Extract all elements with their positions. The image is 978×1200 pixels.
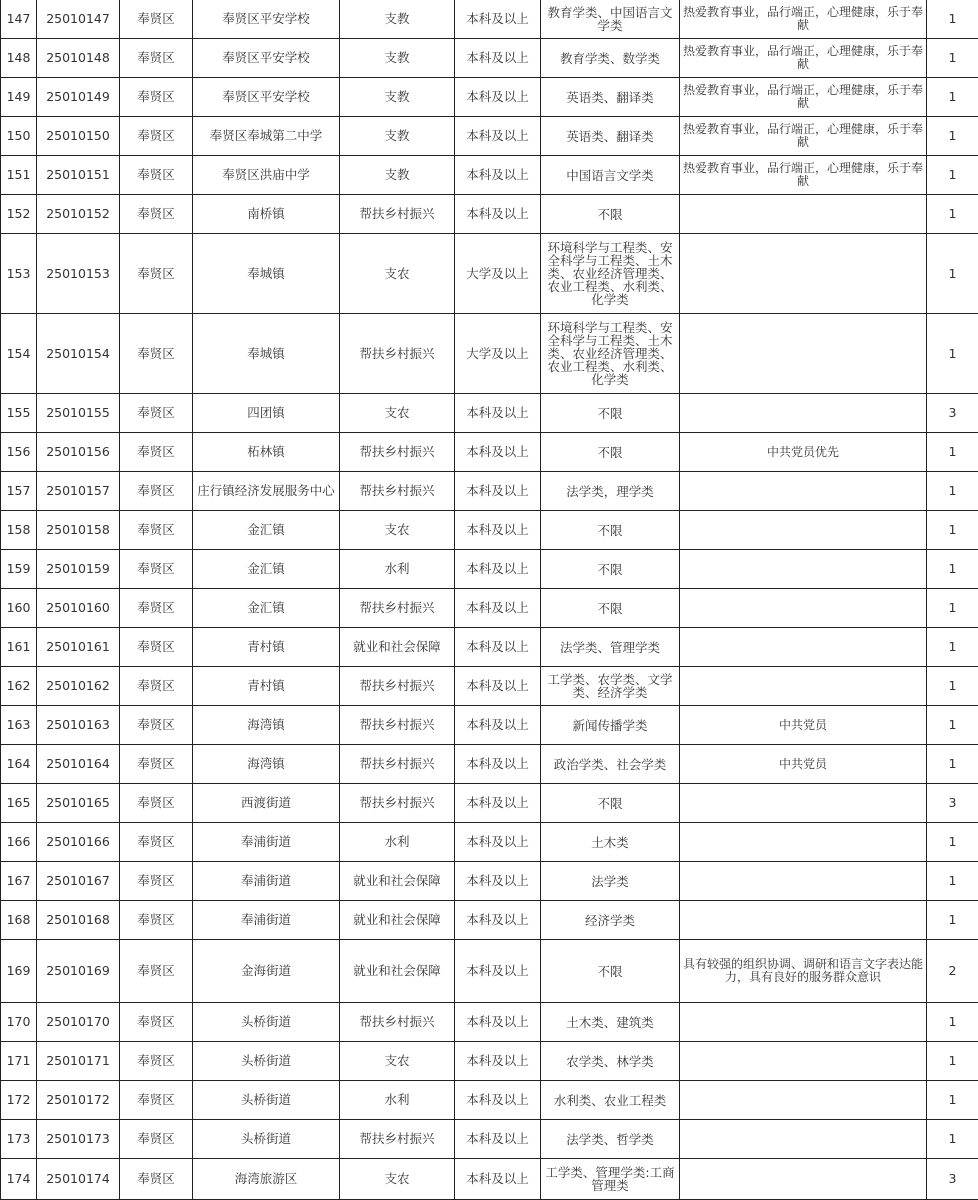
count-cell: 1: [927, 745, 978, 784]
education-cell: 本科及以上: [455, 1081, 541, 1120]
count-cell: 1: [927, 314, 978, 394]
row-number-cell: 166: [1, 823, 37, 862]
major-cell: 不限: [541, 784, 680, 823]
position-code-cell: 25010156: [37, 433, 120, 472]
major-cell: 法学类、管理学类: [541, 628, 680, 667]
row-number-cell: 150: [1, 117, 37, 156]
row-number-cell: 168: [1, 901, 37, 940]
district-cell: 奉贤区: [120, 823, 193, 862]
district-cell: 奉贤区: [120, 628, 193, 667]
post-type-cell: 支农: [340, 1042, 455, 1081]
unit-cell: 南桥镇: [193, 195, 340, 234]
district-cell: 奉贤区: [120, 589, 193, 628]
table-row: [1, 0, 978, 39]
position-code-cell: 25010148: [37, 39, 120, 78]
post-type-cell: 帮扶乡村振兴: [340, 314, 455, 394]
major-cell: 英语类、翻译类: [541, 117, 680, 156]
district-cell: 奉贤区: [120, 745, 193, 784]
row-number-cell: 162: [1, 667, 37, 706]
remark-cell: [680, 472, 927, 511]
row-number-cell: 174: [1, 1159, 37, 1200]
major-cell: 法学类: [541, 862, 680, 901]
major-cell: 不限: [541, 195, 680, 234]
count-cell: 1: [927, 628, 978, 667]
remark-cell: [680, 628, 927, 667]
table-row: [1, 667, 978, 706]
district-cell: 奉贤区: [120, 1159, 193, 1200]
unit-cell: 金汇镇: [193, 511, 340, 550]
district-cell: 奉贤区: [120, 511, 193, 550]
remark-cell: [680, 823, 927, 862]
education-cell: 本科及以上: [455, 433, 541, 472]
table-row: [1, 234, 978, 314]
position-code-cell: 25010165: [37, 784, 120, 823]
major-cell: 工学类、农学类、文学类、经济学类: [541, 667, 680, 706]
row-number-cell: 173: [1, 1120, 37, 1159]
major-cell: 环境科学与工程类、安全科学与工程类、土木类、农业经济管理类、农业工程类、水利类、化学类: [541, 314, 680, 394]
unit-cell: 四团镇: [193, 394, 340, 433]
row-number-cell: 161: [1, 628, 37, 667]
education-cell: 本科及以上: [455, 39, 541, 78]
remark-cell: [680, 901, 927, 940]
count-cell: 1: [927, 511, 978, 550]
table-row: [1, 39, 978, 78]
post-type-cell: 支教: [340, 78, 455, 117]
count-cell: 1: [927, 589, 978, 628]
row-number-cell: 163: [1, 706, 37, 745]
district-cell: 奉贤区: [120, 39, 193, 78]
major-cell: 不限: [541, 511, 680, 550]
education-cell: 本科及以上: [455, 195, 541, 234]
row-number-cell: 156: [1, 433, 37, 472]
table-row: [1, 1120, 978, 1159]
position-code-cell: 25010149: [37, 78, 120, 117]
table-body: [1, 0, 978, 1200]
district-cell: 奉贤区: [120, 550, 193, 589]
district-cell: 奉贤区: [120, 433, 193, 472]
row-number-cell: 169: [1, 940, 37, 1003]
count-cell: 1: [927, 1003, 978, 1042]
district-cell: 奉贤区: [120, 940, 193, 1003]
major-cell: 不限: [541, 940, 680, 1003]
position-code-cell: 25010168: [37, 901, 120, 940]
count-cell: 1: [927, 234, 978, 314]
table-row: [1, 314, 978, 394]
table-row: [1, 589, 978, 628]
row-number-cell: 164: [1, 745, 37, 784]
count-cell: 1: [927, 823, 978, 862]
count-cell: 1: [927, 472, 978, 511]
remark-cell: [680, 1042, 927, 1081]
table-row: [1, 550, 978, 589]
district-cell: 奉贤区: [120, 0, 193, 39]
remark-cell: [680, 862, 927, 901]
major-cell: 法学类，理学类: [541, 472, 680, 511]
unit-cell: 金汇镇: [193, 589, 340, 628]
education-cell: 本科及以上: [455, 78, 541, 117]
district-cell: 奉贤区: [120, 1042, 193, 1081]
count-cell: 1: [927, 550, 978, 589]
unit-cell: 青村镇: [193, 628, 340, 667]
education-cell: 本科及以上: [455, 862, 541, 901]
count-cell: 1: [927, 78, 978, 117]
district-cell: 奉贤区: [120, 706, 193, 745]
remark-cell: 具有较强的组织协调、调研和语言文字表达能力，具有良好的服务群众意识: [680, 940, 927, 1003]
position-code-cell: 25010158: [37, 511, 120, 550]
table-row: [1, 706, 978, 745]
unit-cell: 奉浦街道: [193, 862, 340, 901]
position-code-cell: 25010166: [37, 823, 120, 862]
major-cell: 土木类、建筑类: [541, 1003, 680, 1042]
position-code-cell: 25010152: [37, 195, 120, 234]
post-type-cell: 支农: [340, 511, 455, 550]
remark-cell: [680, 1081, 927, 1120]
remark-cell: [680, 234, 927, 314]
education-cell: 大学及以上: [455, 314, 541, 394]
post-type-cell: 帮扶乡村振兴: [340, 1120, 455, 1159]
district-cell: 奉贤区: [120, 667, 193, 706]
position-code-cell: 25010159: [37, 550, 120, 589]
remark-cell: [680, 589, 927, 628]
post-type-cell: 水利: [340, 550, 455, 589]
row-number-cell: 153: [1, 234, 37, 314]
post-type-cell: 帮扶乡村振兴: [340, 433, 455, 472]
table-row: [1, 1081, 978, 1120]
table-row: [1, 156, 978, 195]
unit-cell: 奉贤区洪庙中学: [193, 156, 340, 195]
remark-cell: 中共党员: [680, 706, 927, 745]
post-type-cell: 就业和社会保障: [340, 862, 455, 901]
major-cell: 政治学类、社会学类: [541, 745, 680, 784]
table-row: [1, 117, 978, 156]
remark-cell: [680, 550, 927, 589]
table-row: [1, 433, 978, 472]
unit-cell: 庄行镇经济发展服务中心: [193, 472, 340, 511]
position-code-cell: 25010153: [37, 234, 120, 314]
district-cell: 奉贤区: [120, 784, 193, 823]
unit-cell: 头桥街道: [193, 1081, 340, 1120]
post-type-cell: 帮扶乡村振兴: [340, 784, 455, 823]
post-type-cell: 帮扶乡村振兴: [340, 745, 455, 784]
count-cell: 2: [927, 940, 978, 1003]
education-cell: 本科及以上: [455, 901, 541, 940]
education-cell: 本科及以上: [455, 550, 541, 589]
district-cell: 奉贤区: [120, 78, 193, 117]
row-number-cell: 154: [1, 314, 37, 394]
unit-cell: 奉浦街道: [193, 901, 340, 940]
education-cell: 本科及以上: [455, 745, 541, 784]
education-cell: 本科及以上: [455, 511, 541, 550]
education-cell: 本科及以上: [455, 1159, 541, 1200]
unit-cell: 奉浦街道: [193, 823, 340, 862]
row-number-cell: 167: [1, 862, 37, 901]
education-cell: 本科及以上: [455, 706, 541, 745]
remark-cell: [680, 1120, 927, 1159]
position-code-cell: 25010157: [37, 472, 120, 511]
table-row: [1, 394, 978, 433]
post-type-cell: 帮扶乡村振兴: [340, 472, 455, 511]
row-number-cell: 157: [1, 472, 37, 511]
remark-cell: 中共党员: [680, 745, 927, 784]
major-cell: 经济学类: [541, 901, 680, 940]
unit-cell: 奉贤区奉城第二中学: [193, 117, 340, 156]
row-number-cell: 149: [1, 78, 37, 117]
unit-cell: 奉贤区平安学校: [193, 0, 340, 39]
major-cell: 农学类、林学类: [541, 1042, 680, 1081]
education-cell: 本科及以上: [455, 1042, 541, 1081]
post-type-cell: 就业和社会保障: [340, 940, 455, 1003]
position-code-cell: 25010174: [37, 1159, 120, 1200]
post-type-cell: 支教: [340, 0, 455, 39]
position-code-cell: 25010150: [37, 117, 120, 156]
count-cell: 1: [927, 1120, 978, 1159]
unit-cell: 海湾镇: [193, 706, 340, 745]
position-code-cell: 25010173: [37, 1120, 120, 1159]
education-cell: 本科及以上: [455, 472, 541, 511]
post-type-cell: 就业和社会保障: [340, 628, 455, 667]
row-number-cell: 165: [1, 784, 37, 823]
remark-cell: [680, 784, 927, 823]
unit-cell: 头桥街道: [193, 1120, 340, 1159]
district-cell: 奉贤区: [120, 314, 193, 394]
unit-cell: 西渡街道: [193, 784, 340, 823]
table-row: [1, 511, 978, 550]
unit-cell: 柘林镇: [193, 433, 340, 472]
position-code-cell: 25010171: [37, 1042, 120, 1081]
post-type-cell: 帮扶乡村振兴: [340, 1003, 455, 1042]
position-code-cell: 25010169: [37, 940, 120, 1003]
position-code-cell: 25010161: [37, 628, 120, 667]
count-cell: 1: [927, 706, 978, 745]
major-cell: 中国语言文学类: [541, 156, 680, 195]
table-row: [1, 628, 978, 667]
district-cell: 奉贤区: [120, 1120, 193, 1159]
position-code-cell: 25010151: [37, 156, 120, 195]
education-cell: 本科及以上: [455, 1003, 541, 1042]
table-row: [1, 823, 978, 862]
education-cell: 大学及以上: [455, 234, 541, 314]
remark-cell: 热爱教育事业，品行端正，心理健康，乐于奉献: [680, 39, 927, 78]
unit-cell: 奉城镇: [193, 314, 340, 394]
table-row: [1, 1003, 978, 1042]
education-cell: 本科及以上: [455, 823, 541, 862]
position-code-cell: 25010147: [37, 0, 120, 39]
education-cell: 本科及以上: [455, 667, 541, 706]
remark-cell: 热爱教育事业，品行端正，心理健康，乐于奉献: [680, 78, 927, 117]
education-cell: 本科及以上: [455, 117, 541, 156]
district-cell: 奉贤区: [120, 1081, 193, 1120]
row-number-cell: 172: [1, 1081, 37, 1120]
count-cell: 1: [927, 433, 978, 472]
major-cell: 英语类、翻译类: [541, 78, 680, 117]
remark-cell: [680, 667, 927, 706]
post-type-cell: 支教: [340, 156, 455, 195]
table-row: [1, 1042, 978, 1081]
unit-cell: 奉贤区平安学校: [193, 78, 340, 117]
unit-cell: 金海街道: [193, 940, 340, 1003]
remark-cell: 热爱教育事业，品行端正，心理健康，乐于奉献: [680, 156, 927, 195]
row-number-cell: 158: [1, 511, 37, 550]
position-code-cell: 25010155: [37, 394, 120, 433]
remark-cell: 热爱教育事业，品行端正，心理健康，乐于奉献: [680, 0, 927, 39]
district-cell: 奉贤区: [120, 234, 193, 314]
table-row: [1, 862, 978, 901]
position-code-cell: 25010164: [37, 745, 120, 784]
major-cell: 新闻传播学类: [541, 706, 680, 745]
education-cell: 本科及以上: [455, 628, 541, 667]
post-type-cell: 帮扶乡村振兴: [340, 706, 455, 745]
district-cell: 奉贤区: [120, 862, 193, 901]
education-cell: 本科及以上: [455, 589, 541, 628]
unit-cell: 海湾旅游区: [193, 1159, 340, 1200]
post-type-cell: 帮扶乡村振兴: [340, 589, 455, 628]
post-type-cell: 支农: [340, 1159, 455, 1200]
count-cell: 1: [927, 667, 978, 706]
row-number-cell: 171: [1, 1042, 37, 1081]
post-type-cell: 水利: [340, 1081, 455, 1120]
row-number-cell: 159: [1, 550, 37, 589]
row-number-cell: 155: [1, 394, 37, 433]
major-cell: 不限: [541, 394, 680, 433]
major-cell: 不限: [541, 589, 680, 628]
unit-cell: 海湾镇: [193, 745, 340, 784]
table-row: [1, 901, 978, 940]
position-code-cell: 25010170: [37, 1003, 120, 1042]
remark-cell: 中共党员优先: [680, 433, 927, 472]
count-cell: 1: [927, 39, 978, 78]
remark-cell: [680, 195, 927, 234]
row-number-cell: 152: [1, 195, 37, 234]
major-cell: 不限: [541, 550, 680, 589]
table-row: [1, 472, 978, 511]
count-cell: 1: [927, 0, 978, 39]
count-cell: 1: [927, 901, 978, 940]
major-cell: 法学类、哲学类: [541, 1120, 680, 1159]
major-cell: 教育学类、中国语言文学类: [541, 0, 680, 39]
post-type-cell: 支教: [340, 39, 455, 78]
table-row: [1, 78, 978, 117]
position-code-cell: 25010172: [37, 1081, 120, 1120]
position-code-cell: 25010162: [37, 667, 120, 706]
district-cell: 奉贤区: [120, 156, 193, 195]
education-cell: 本科及以上: [455, 940, 541, 1003]
district-cell: 奉贤区: [120, 117, 193, 156]
row-number-cell: 148: [1, 39, 37, 78]
row-number-cell: 170: [1, 1003, 37, 1042]
remark-cell: [680, 511, 927, 550]
post-type-cell: 水利: [340, 823, 455, 862]
post-type-cell: 就业和社会保障: [340, 901, 455, 940]
count-cell: 3: [927, 1159, 978, 1200]
row-number-cell: 160: [1, 589, 37, 628]
table-row: [1, 1159, 978, 1200]
unit-cell: 头桥街道: [193, 1003, 340, 1042]
unit-cell: 金汇镇: [193, 550, 340, 589]
unit-cell: 奉城镇: [193, 234, 340, 314]
table-row: [1, 745, 978, 784]
unit-cell: 青村镇: [193, 667, 340, 706]
count-cell: 1: [927, 117, 978, 156]
table-row: [1, 940, 978, 1003]
district-cell: 奉贤区: [120, 1003, 193, 1042]
count-cell: 3: [927, 394, 978, 433]
table-row: [1, 195, 978, 234]
education-cell: 本科及以上: [455, 394, 541, 433]
district-cell: 奉贤区: [120, 901, 193, 940]
education-cell: 本科及以上: [455, 784, 541, 823]
table-row: [1, 784, 978, 823]
remark-cell: 热爱教育事业，品行端正，心理健康，乐于奉献: [680, 117, 927, 156]
count-cell: 1: [927, 1042, 978, 1081]
unit-cell: 奉贤区平安学校: [193, 39, 340, 78]
post-type-cell: 支农: [340, 234, 455, 314]
remark-cell: [680, 1003, 927, 1042]
post-type-cell: 支教: [340, 117, 455, 156]
count-cell: 1: [927, 156, 978, 195]
position-code-cell: 25010167: [37, 862, 120, 901]
major-cell: 教育学类、数学类: [541, 39, 680, 78]
major-cell: 水利类、农业工程类: [541, 1081, 680, 1120]
remark-cell: [680, 314, 927, 394]
major-cell: 土木类: [541, 823, 680, 862]
position-code-cell: 25010160: [37, 589, 120, 628]
district-cell: 奉贤区: [120, 195, 193, 234]
position-code-cell: 25010154: [37, 314, 120, 394]
row-number-cell: 147: [1, 0, 37, 39]
position-code-cell: 25010163: [37, 706, 120, 745]
education-cell: 本科及以上: [455, 1120, 541, 1159]
district-cell: 奉贤区: [120, 472, 193, 511]
major-cell: 不限: [541, 433, 680, 472]
district-cell: 奉贤区: [120, 394, 193, 433]
education-cell: 本科及以上: [455, 0, 541, 39]
major-cell: 工学类、管理学类:工商管理类: [541, 1159, 680, 1200]
post-type-cell: 帮扶乡村振兴: [340, 195, 455, 234]
count-cell: 1: [927, 862, 978, 901]
count-cell: 1: [927, 1081, 978, 1120]
remark-cell: [680, 394, 927, 433]
count-cell: 3: [927, 784, 978, 823]
count-cell: 1: [927, 195, 978, 234]
post-type-cell: 支农: [340, 394, 455, 433]
education-cell: 本科及以上: [455, 156, 541, 195]
unit-cell: 头桥街道: [193, 1042, 340, 1081]
remark-cell: [680, 1159, 927, 1200]
row-number-cell: 151: [1, 156, 37, 195]
major-cell: 环境科学与工程类、安全科学与工程类、土木类、农业经济管理类、农业工程类、水利类、化学类: [541, 234, 680, 314]
post-type-cell: 帮扶乡村振兴: [340, 667, 455, 706]
